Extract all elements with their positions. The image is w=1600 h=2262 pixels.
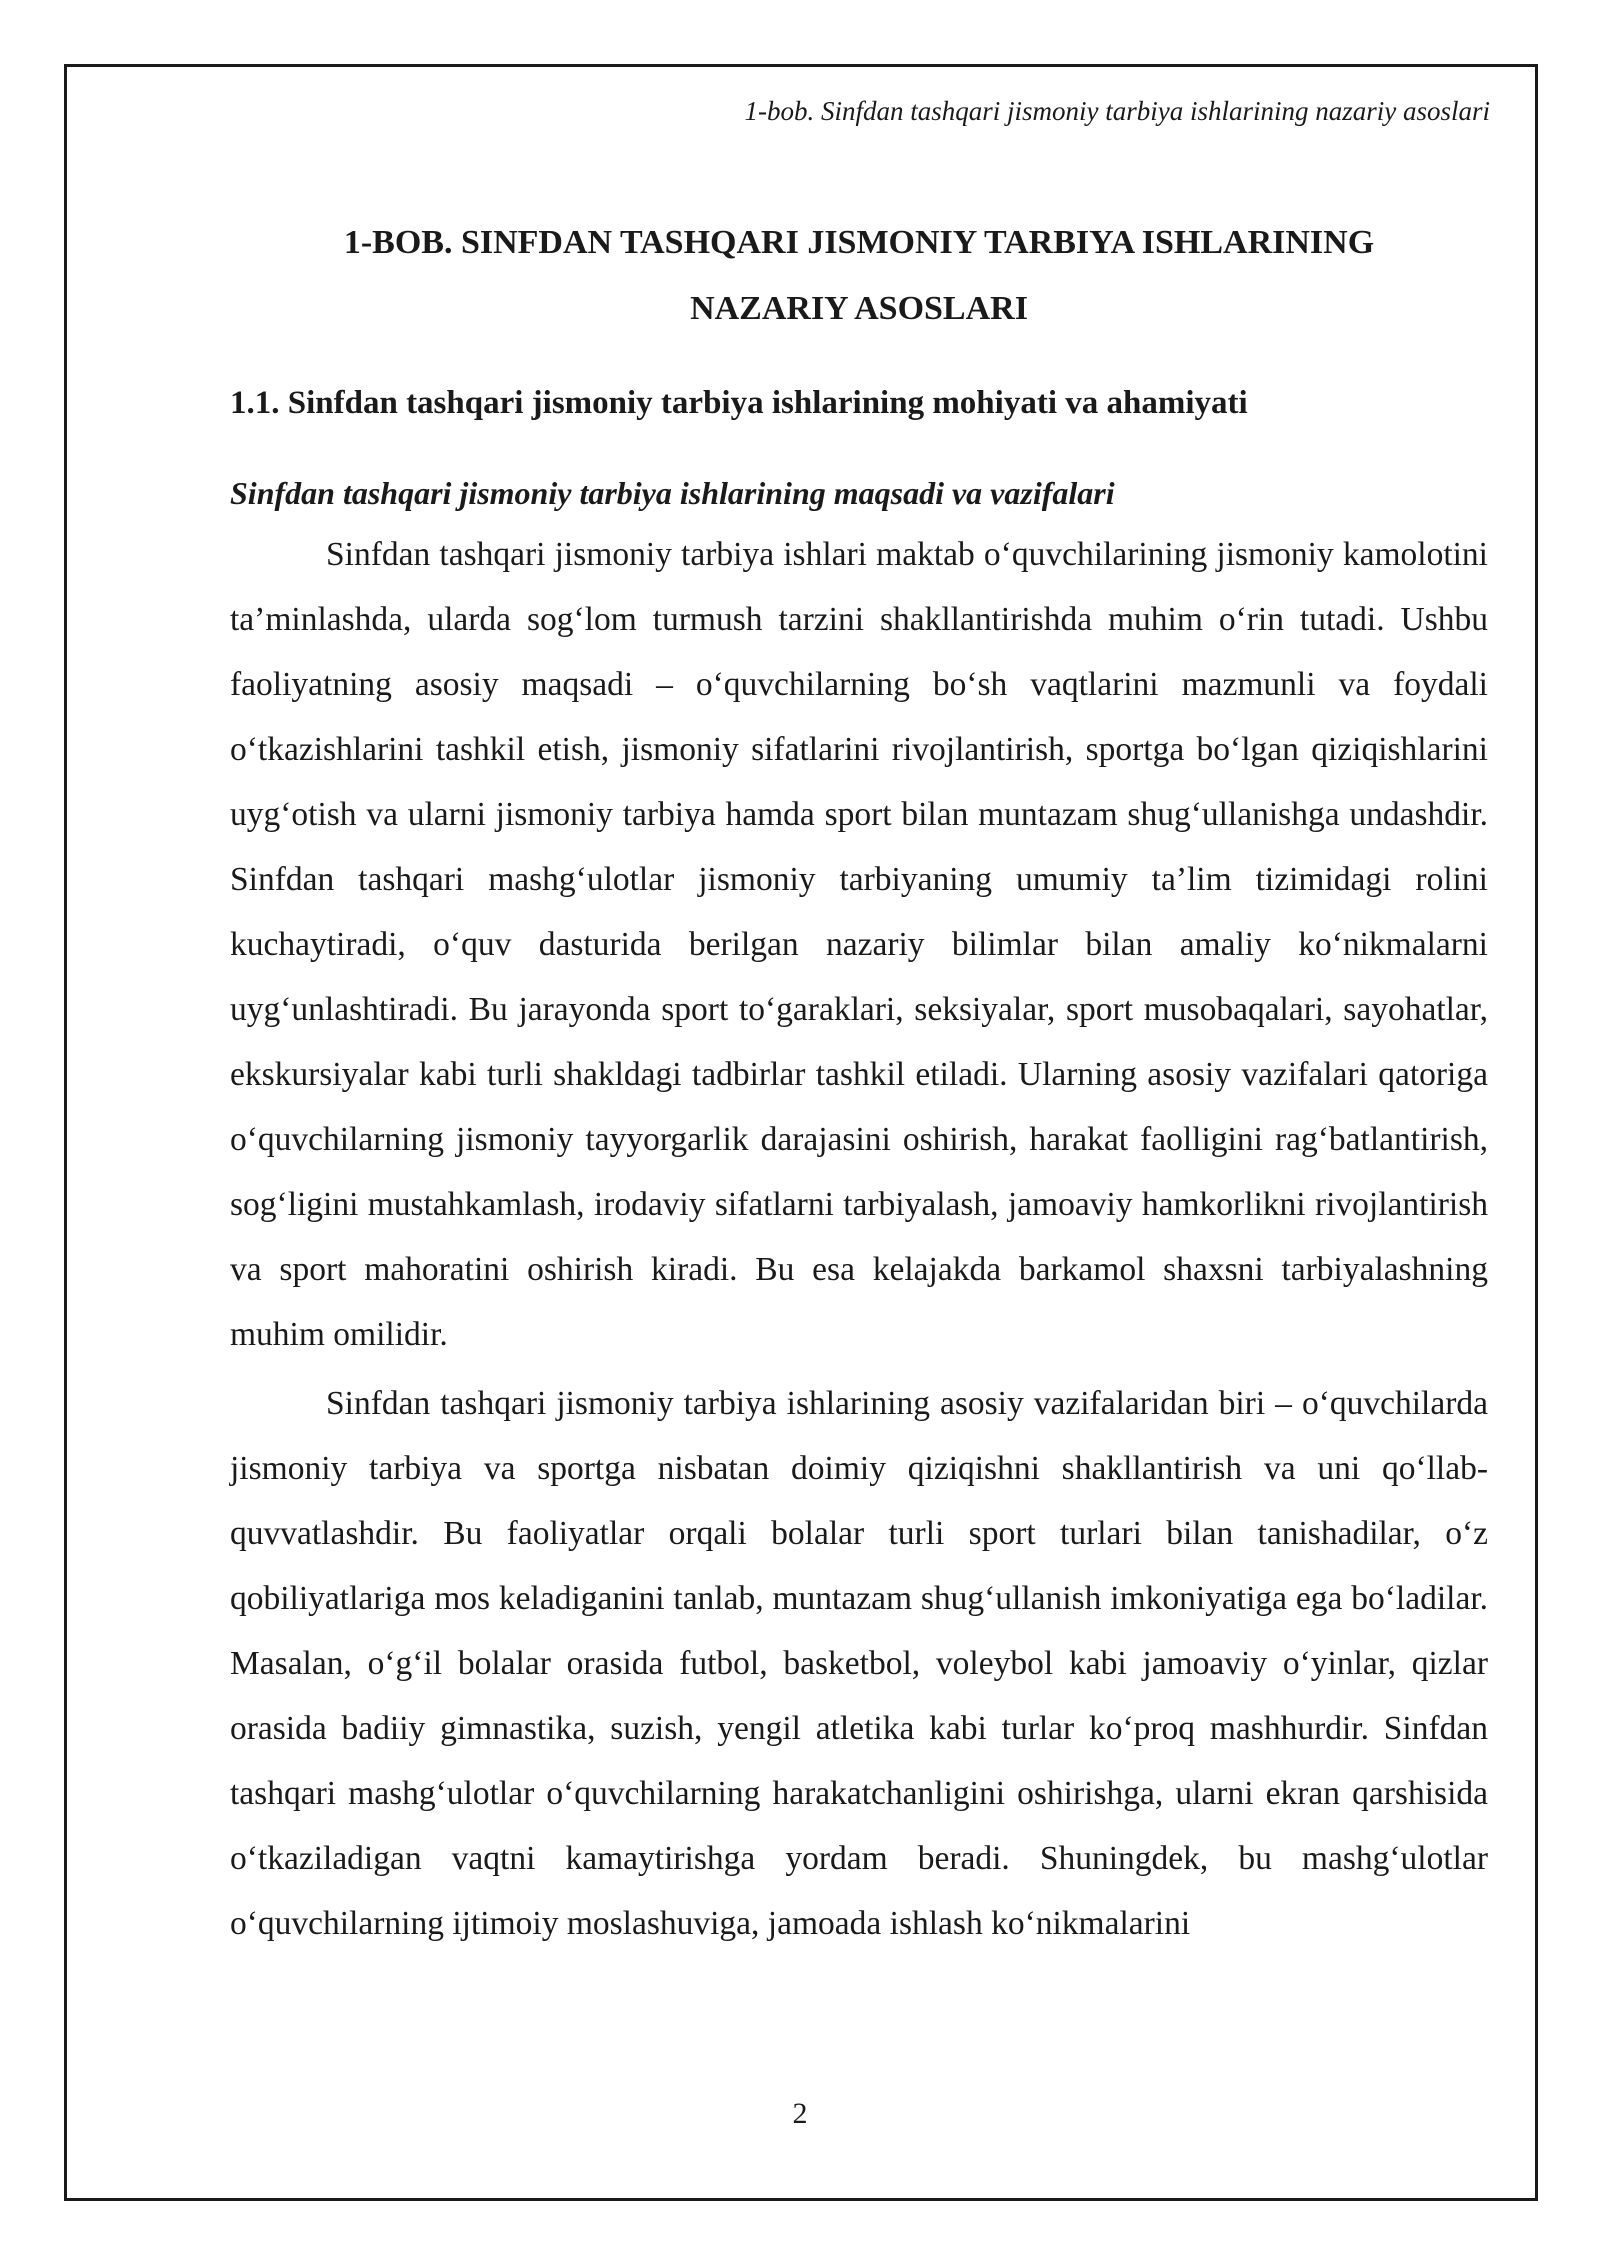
page-content — [230, 210, 1488, 1956]
chapter-title-line-1: 1-BOB. SINFDAN TASHQARI JISMONIY TARBIYA ISHLARINING — [343, 224, 1375, 261]
running-header: 1-bob. Sinfdan tashqari jismoniy tarbiya ishlarining nazariy asoslari — [744, 96, 1490, 126]
chapter-title — [230, 210, 1488, 342]
subsection-title: Sinfdan tashqari jismoniy tarbiya ishlarining maqsadi va vazifalari — [230, 475, 1115, 511]
body-paragraph-1: Sinfdan tashqari jismoniy tarbiya ishlari maktab o‘quvchilarining jismoniy kamolotini ta’minlashda, ularda sog‘lom turmush tarzini shakllantirishda muhim o‘rin tutadi. Ushbu faoliyatning asosiy maqsadi – o‘quvchilarning bo‘sh vaqtlarini mazmunli va foydali o‘tkazishlarini tashkil etish, jismoniy sifatlarini rivojlantirish, sportga bo‘lgan qiziqishlarini uyg‘otish va ularni jismoniy tarbiya hamda sport bilan muntazam shug‘ullanishga undashdir. Sinfdan tashqari mashg‘ulotlar jismoniy tarbiyaning umumiy ta’lim tizimidagi rolini kuchaytiradi, o‘quv dasturida berilgan nazariy bilimlar bilan amaliy ko‘nikmalarni uyg‘unlashtiradi. Bu jarayonda sport to‘garaklari, seksiyalar, sport musobaqalari, sayohatlar, ekskursiyalar kabi turli shakldagi tadbirlar tashkil etiladi. Ularning asosiy vazifalari qatoriga o‘quvchilarning jismoniy tayyorgarlik darajasini oshirish, harakat faolligini rag‘batlantirish, sog‘ligini mustahkamlash, irodaviy sifatlarni tarbiyalash, jamoaviy hamkorlikni rivojlantirish va sport mahoratini oshirish kiradi. Bu esa kelajakda barkamol shaxsni tarbiyalashning muhim omilidir. — [230, 536, 1488, 1353]
chapter-title-line-2: NAZARIY ASOSLARI — [690, 290, 1028, 327]
section-title: 1.1. Sinfdan tashqari jismoniy tarbiya ishlarining mohiyati va ahamiyati — [230, 385, 1248, 421]
page-number: 2 — [792, 2097, 808, 2130]
body-paragraph-2: Sinfdan tashqari jismoniy tarbiya ishlarining asosiy vazifalaridan biri – o‘quvchilarda jismoniy tarbiya va sportga nisbatan doimiy qiziqishni shakllantirish va uni qo‘llab-quvvatlashdir. Bu faoliyatlar orqali bolalar turli sport turlari bilan tanishadilar, o‘z qobiliyatlariga mos keladiganini tanlab, muntazam shug‘ullanish imkoniyatiga ega bo‘ladilar. Masalan, o‘g‘il bolalar orasida futbol, basketbol, voleybol kabi jamoaviy o‘yinlar, qizlar orasida badiiy gimnastika, suzish, yengil atletika kabi turlar ko‘proq mashhurdir. Sinfdan tashqari mashg‘ulotlar o‘quvchilarning harakatchanligini oshirishga, ularni ekran qarshisida o‘tkaziladigan vaqtni kamaytirishga yordam beradi. Shuningdek, bu mashg‘ulotlar o‘quvchilarning ijtimoiy moslashuviga, jamoada ishlash ko‘nikmalarini — [230, 1385, 1488, 1942]
